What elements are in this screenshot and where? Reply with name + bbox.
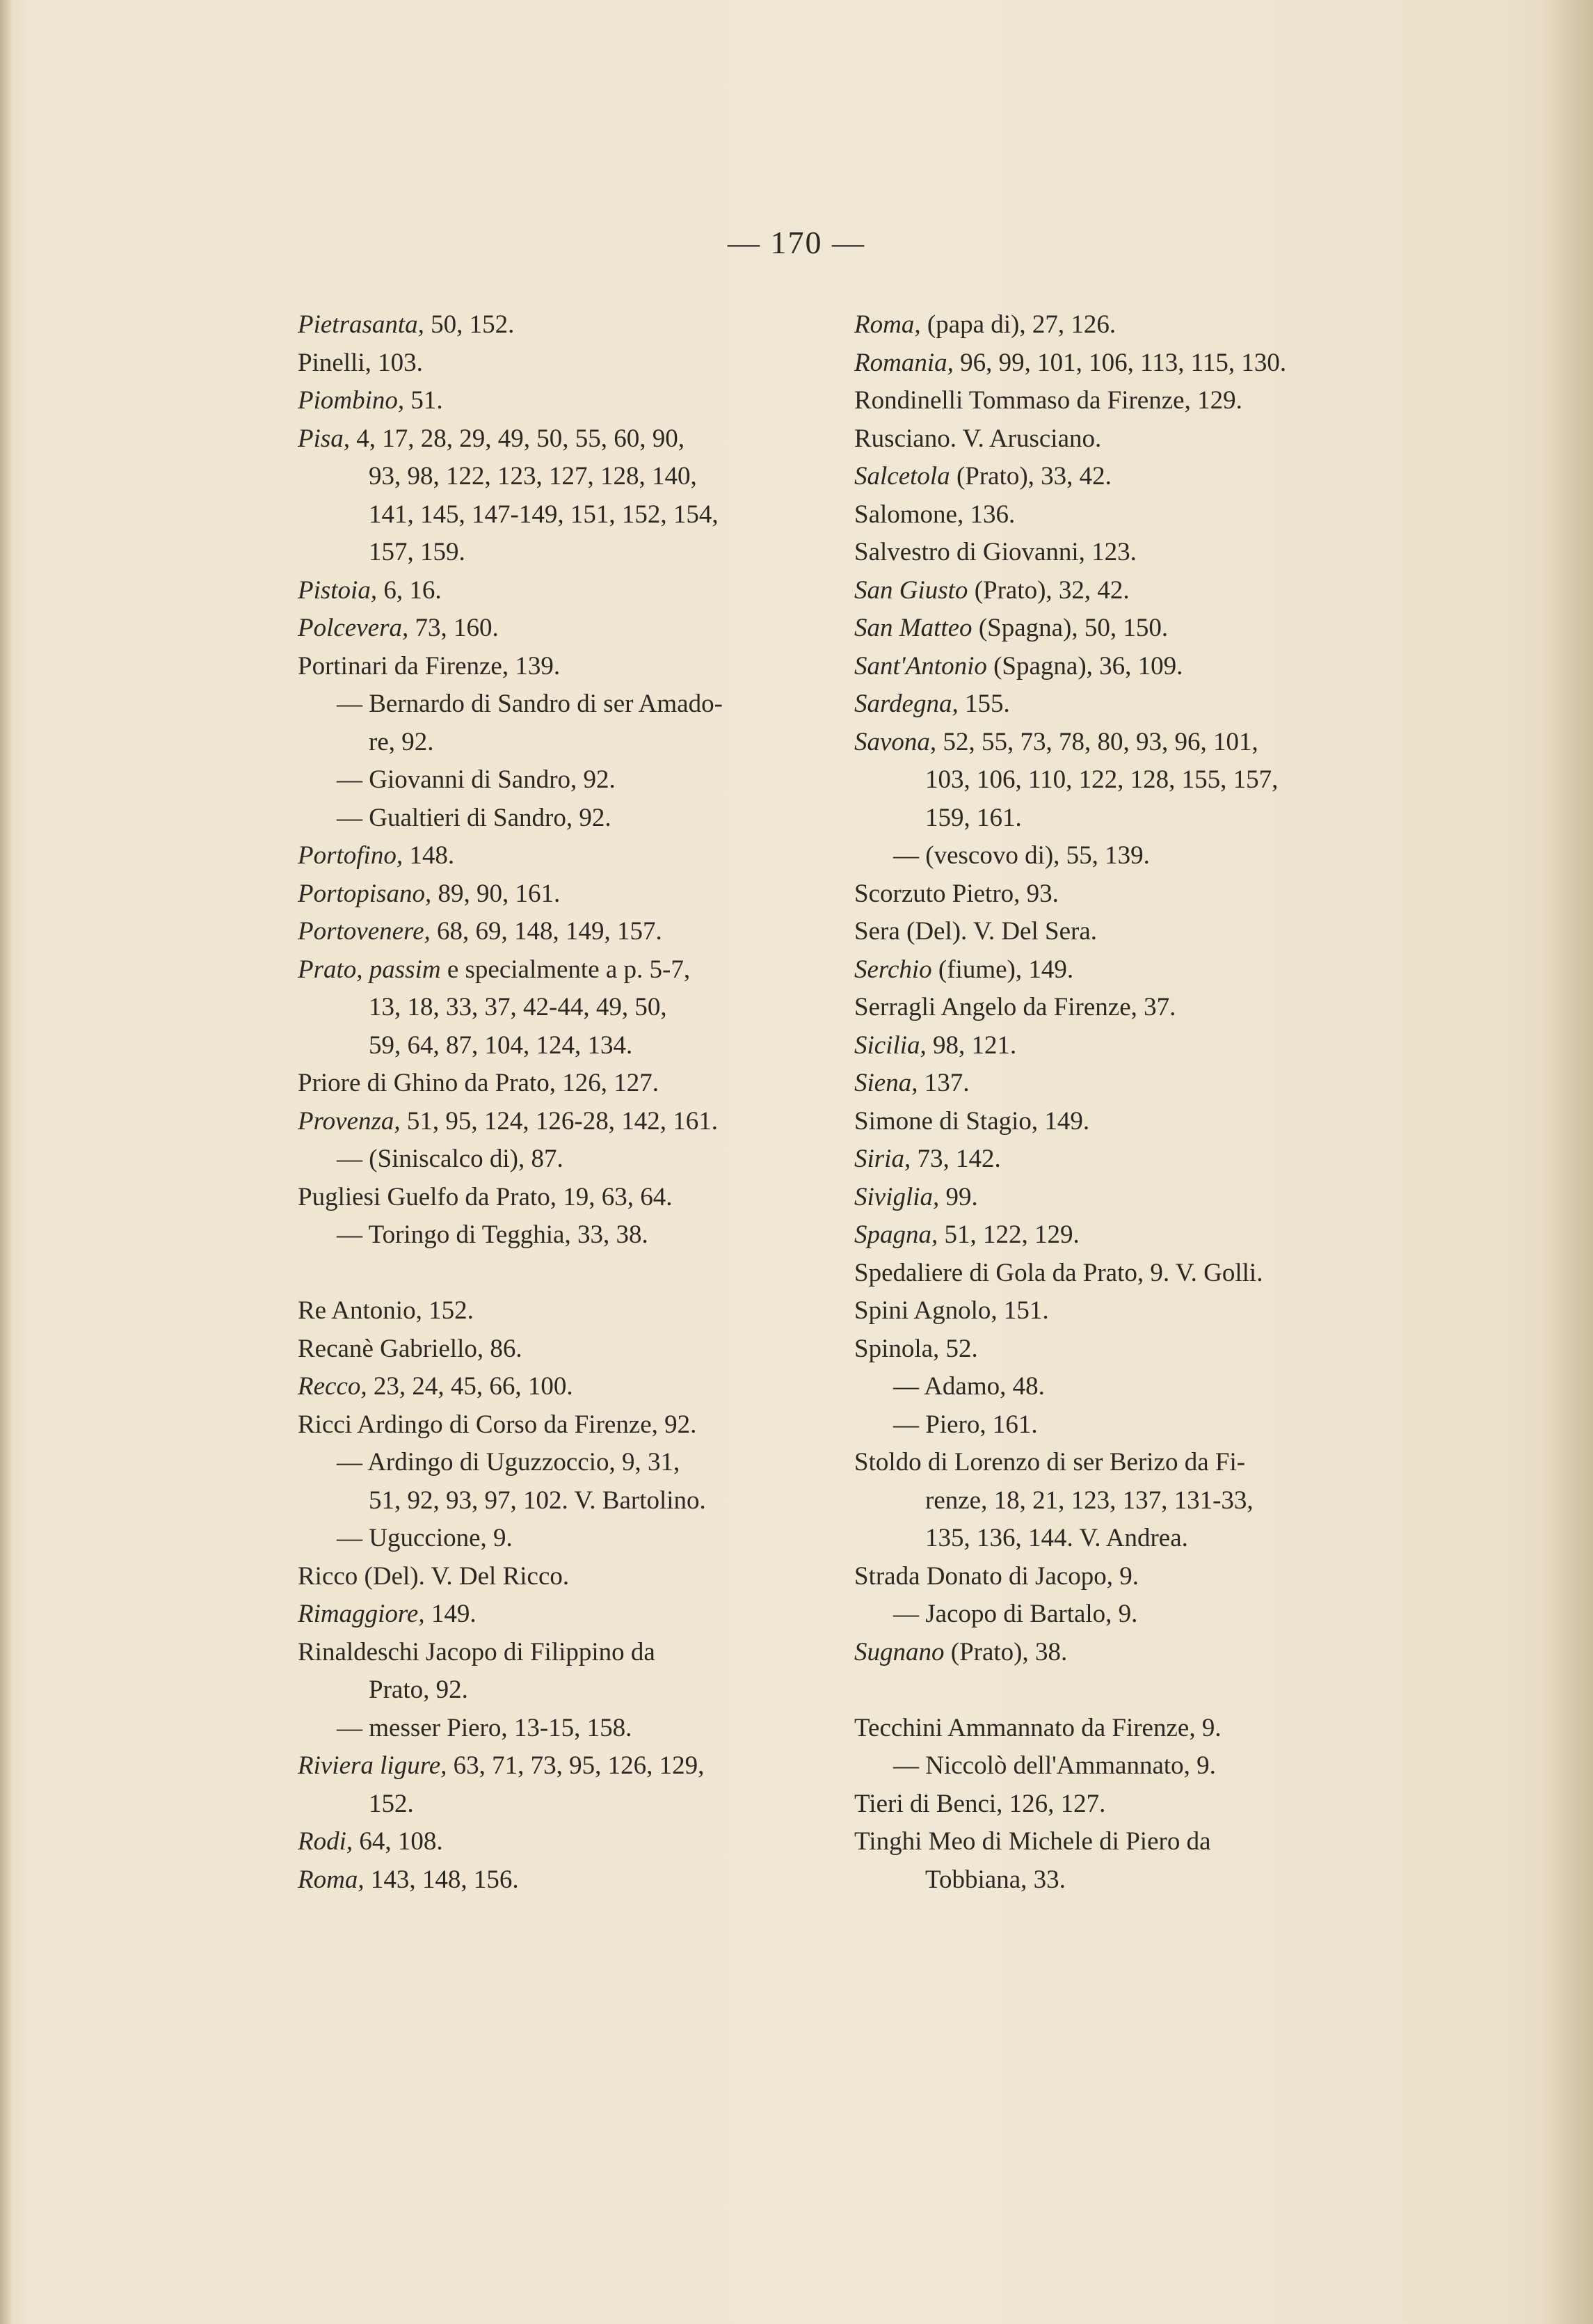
index-entry (854, 685, 1418, 724)
index-entry-text: Tieri di Benci, 126, 127. (854, 1789, 1106, 1818)
index-entry (298, 1065, 861, 1103)
index-entry-italic-term: Serchio (854, 955, 932, 984)
index-entry-text: Salomone, 136. (854, 500, 1016, 529)
index-entry-text: — Giovanni di Sandro, 92. (337, 765, 616, 794)
index-entry (854, 875, 1418, 914)
index-entry-text: 96, 99, 101, 106, 113, 115, 130. (953, 348, 1287, 377)
index-entry (298, 1179, 861, 1217)
index-entry-continuation (298, 1027, 861, 1065)
index-entry (298, 344, 861, 383)
section-gap (298, 1255, 861, 1293)
index-entry (298, 1823, 861, 1861)
index-entry-text: (Prato), 32, 42. (968, 575, 1130, 605)
index-entry-italic-term: Portopisano, (298, 879, 432, 908)
index-entry-text: (Prato), 38. (944, 1637, 1068, 1666)
index-entry-continuation (854, 1482, 1418, 1520)
index-entry-continuation (298, 1785, 861, 1824)
index-entry (298, 1103, 861, 1141)
index-entry-continuation (854, 799, 1418, 838)
index-entry-text: 93, 98, 122, 123, 127, 128, 140, (369, 462, 697, 491)
index-entry-text: 98, 121. (926, 1030, 1017, 1060)
index-entry-text: re, 92. (369, 727, 434, 756)
index-entry-text: (Prato), 33, 42. (950, 462, 1112, 491)
index-entry (854, 1065, 1418, 1103)
index-subentry (298, 1444, 861, 1482)
index-entry-italic-term: Salcetola (854, 462, 950, 491)
index-entry-text: Sera (Del). V. Del Sera. (854, 917, 1098, 946)
index-subentry (298, 799, 861, 838)
index-entry-text: 152. (369, 1789, 414, 1818)
index-entry-text: e specialmente a p. 5-7, (440, 955, 691, 984)
index-entry-text: Spedaliere di Gola da Prato, 9. V. Golli. (854, 1258, 1263, 1287)
index-entry (854, 1710, 1418, 1748)
index-subentry (298, 1140, 861, 1179)
index-entry (854, 724, 1418, 762)
index-entry-italic-term: Rodi, (298, 1827, 353, 1856)
index-entry-text: 52, 55, 73, 78, 80, 93, 96, 101, (936, 727, 1258, 756)
index-entry-text: 73, 142. (911, 1145, 1001, 1173)
index-entry (854, 1785, 1418, 1824)
index-entry-text: 157, 159. (369, 538, 465, 566)
index-entry (298, 420, 861, 459)
index-entry-italic-term: Prato, passim (298, 955, 441, 984)
index-entry (854, 1444, 1418, 1482)
index-entry-italic-term: Riviera ligure, (298, 1751, 447, 1780)
index-entry-text: (papa di), 27, 126. (920, 310, 1116, 339)
index-entry (854, 1140, 1418, 1179)
index-entry-italic-term: Spagna, (854, 1220, 938, 1249)
index-entry-continuation (854, 1520, 1418, 1558)
index-entry-continuation (298, 989, 861, 1027)
index-entry-continuation (298, 724, 861, 762)
index-subentry (854, 837, 1418, 875)
index-entry-text: Re Antonio, 152. (298, 1296, 474, 1325)
index-entry-text: Rusciano. V. Arusciano. (854, 424, 1102, 453)
index-entry (298, 837, 861, 875)
index-entry-text: Rondinelli Tommaso da Firenze, 129. (854, 386, 1242, 415)
index-entry-text: Simone di Stagio, 149. (854, 1106, 1090, 1136)
index-entry (854, 458, 1418, 496)
page-gutter-shadow (0, 0, 13, 2324)
index-entry-text: Tobbiana, 33. (925, 1865, 1066, 1894)
index-entry-italic-term: Portofino, (298, 841, 403, 870)
index-entry (854, 648, 1418, 686)
index-entry (854, 382, 1418, 420)
index-entry-italic-term: Sicilia, (854, 1030, 927, 1060)
index-entry-text: Prato, 92. (369, 1676, 468, 1704)
index-entry-text: 73, 160. (408, 614, 499, 642)
index-entry (854, 1179, 1418, 1217)
index-entry-text: 89, 90, 161. (431, 879, 561, 908)
index-entry-italic-term: Pietrasanta, (298, 310, 424, 339)
index-entry-text: Scorzuto Pietro, 93. (854, 879, 1059, 908)
section-gap (854, 1671, 1418, 1710)
index-entry-text: 68, 69, 148, 149, 157. (430, 917, 662, 946)
index-entry (298, 1861, 861, 1900)
index-entry-italic-term: Siria, (854, 1145, 911, 1173)
index-entry (854, 1292, 1418, 1330)
index-entry (854, 534, 1418, 572)
index-entry-italic-term: San Matteo (854, 614, 972, 642)
index-subentry (854, 1368, 1418, 1406)
index-entry-text: Portinari da Firenze, 139. (298, 651, 561, 681)
index-entry (854, 610, 1418, 648)
index-column-right (854, 306, 1418, 1899)
index-entry-italic-term: Rimaggiore, (298, 1600, 425, 1628)
index-subentry (854, 1406, 1418, 1444)
index-entry (298, 1330, 861, 1369)
index-entry-text: 51, 92, 93, 97, 102. V. Bartolino. (369, 1486, 706, 1515)
index-entry-italic-term: Sant'Antonio (854, 651, 987, 681)
index-entry-italic-term: Roma, (854, 310, 921, 339)
index-entry-text: 148. (403, 841, 455, 870)
index-entry-italic-term: Portovenere, (298, 917, 431, 946)
index-entry (298, 951, 861, 989)
page-number: — 170 — (728, 225, 865, 260)
index-subentry (298, 1520, 861, 1558)
index-entry-continuation (298, 1671, 861, 1710)
index-entry (854, 496, 1418, 534)
index-entry-italic-term: Polcevera, (298, 614, 409, 642)
index-entry-italic-term: Savona, (854, 727, 937, 756)
index-entry-text: renze, 18, 21, 123, 137, 131-33, (925, 1486, 1254, 1515)
index-entry (298, 382, 861, 420)
index-entry-text: 103, 106, 110, 122, 128, 155, 157, (925, 765, 1279, 794)
index-entry-continuation (298, 458, 861, 496)
index-entry-text: 23, 24, 45, 66, 100. (367, 1372, 573, 1401)
index-entry (854, 306, 1418, 344)
index-entry-text: — Adamo, 48. (893, 1372, 1045, 1401)
index-entry (298, 572, 861, 610)
index-entry (854, 1634, 1418, 1672)
index-entry-text: 51. (404, 386, 443, 415)
index-entry (854, 1216, 1418, 1255)
index-subentry (854, 1595, 1418, 1634)
index-entry-continuation (298, 534, 861, 572)
index-entry (854, 1823, 1418, 1861)
index-subentry (298, 685, 861, 724)
index-entry-continuation (298, 496, 861, 534)
index-entry-text: 64, 108. (353, 1827, 443, 1856)
index-entry-italic-term: Roma, (298, 1865, 365, 1894)
index-entry-text: Tinghi Meo di Michele di Piero da (854, 1827, 1211, 1856)
index-entry-continuation (854, 1861, 1418, 1900)
index-subentry (298, 761, 861, 799)
index-entry (298, 1292, 861, 1330)
index-entry-text: 50, 152. (424, 310, 515, 339)
index-entry-text: (Spagna), 36, 109. (986, 651, 1183, 681)
index-entry-text: Stoldo di Lorenzo di ser Berizo da Fi- (854, 1448, 1246, 1477)
index-entry-text: 63, 71, 73, 95, 126, 129, (447, 1751, 705, 1780)
index-entry-text: — Ardingo di Uguzzoccio, 9, 31, (337, 1448, 680, 1477)
index-entry (854, 1103, 1418, 1141)
index-entry-text: 4, 17, 28, 29, 49, 50, 55, 60, 90, (350, 424, 685, 453)
index-entry-text: — Piero, 161. (893, 1410, 1038, 1439)
index-entry-italic-term: Provenza, (298, 1106, 401, 1136)
index-entry-italic-term: Piombino, (298, 386, 405, 415)
index-entry-text: 51, 95, 124, 126-28, 142, 161. (400, 1106, 718, 1136)
index-entry-text: 51, 122, 129. (938, 1220, 1080, 1249)
index-entry-italic-term: Siena, (854, 1069, 918, 1097)
index-entry-text: Strada Donato di Jacopo, 9. (854, 1561, 1139, 1591)
index-entry-text: 159, 161. (925, 803, 1022, 832)
index-entry-text: — Toringo di Tegghia, 33, 38. (337, 1220, 648, 1249)
index-entry-text: 59, 64, 87, 104, 124, 134. (369, 1030, 633, 1060)
index-entry (854, 1027, 1418, 1065)
index-entry-text: 6, 16. (377, 575, 442, 605)
index-entry-text: 143, 148, 156. (364, 1865, 519, 1894)
index-entry (854, 344, 1418, 383)
index-entry-text: Priore di Ghino da Prato, 126, 127. (298, 1069, 659, 1097)
index-entry-italic-term: Recco, (298, 1372, 367, 1401)
index-entry-text: — (Siniscalco di), 87. (337, 1145, 563, 1173)
index-entry-text: — messer Piero, 13-15, 158. (337, 1713, 632, 1742)
index-subentry (854, 1747, 1418, 1785)
index-entry-text: — Uguccione, 9. (337, 1524, 513, 1552)
index-entry (854, 989, 1418, 1027)
index-entry-text: — Jacopo di Bartalo, 9. (893, 1600, 1138, 1628)
index-entry-text: Serragli Angelo da Firenze, 37. (854, 993, 1176, 1021)
index-entry-italic-term: Siviglia, (854, 1182, 940, 1211)
index-entry-italic-term: Sugnano (854, 1637, 945, 1666)
index-entry-text: — Bernardo di Sandro di ser Amado- (337, 690, 723, 718)
index-entry (854, 1558, 1418, 1596)
index-entry (854, 951, 1418, 989)
index-entry (854, 420, 1418, 459)
index-entry (854, 1255, 1418, 1293)
index-entry-text: Tecchini Ammannato da Firenze, 9. (854, 1713, 1222, 1742)
index-subentry (298, 1710, 861, 1748)
index-entry-italic-term: Pistoia, (298, 575, 378, 605)
index-entry-text: — (vescovo di), 55, 139. (893, 841, 1150, 870)
index-entry (298, 610, 861, 648)
index-entry (298, 913, 861, 951)
index-entry-text: Salvestro di Giovanni, 123. (854, 538, 1137, 566)
index-entry-text: 135, 136, 144. V. Andrea. (925, 1524, 1188, 1552)
index-entry-text: Pugliesi Guelfo da Prato, 19, 63, 64. (298, 1182, 673, 1211)
index-entry-text: 137. (918, 1069, 970, 1097)
index-entry (298, 1634, 861, 1672)
index-entry-text: Spini Agnolo, 151. (854, 1296, 1049, 1325)
index-entry-text: Ricci Ardingo di Corso da Firenze, 92. (298, 1410, 697, 1439)
index-entry-text: (Spagna), 50, 150. (972, 614, 1169, 642)
index-entry-italic-term: San Giusto (854, 575, 968, 605)
index-entry-text: 155. (958, 690, 1010, 718)
index-column-left (298, 306, 861, 1899)
index-entry-text: Recanè Gabriello, 86. (298, 1334, 522, 1363)
index-entry (298, 1558, 861, 1596)
index-entry (298, 1595, 861, 1634)
index-entry (854, 913, 1418, 951)
page-edge-shadow (1544, 0, 1593, 2324)
index-entry-text: 149. (424, 1600, 477, 1628)
index-entry (298, 875, 861, 914)
index-entry-text: 13, 18, 33, 37, 42-44, 49, 50, (369, 993, 667, 1021)
index-entry-text: — Gualtieri di Sandro, 92. (337, 803, 611, 832)
index-entry-text: 141, 145, 147-149, 151, 152, 154, (369, 500, 719, 529)
index-entry-italic-term: Sardegna, (854, 690, 959, 718)
index-entry (854, 1330, 1418, 1369)
index-entry-text: — Niccolò dell'Ammannato, 9. (893, 1751, 1216, 1780)
index-entry-text: Rinaldeschi Jacopo di Filippino da (298, 1637, 655, 1666)
index-entry-italic-term: Pisa, (298, 424, 351, 453)
index-entry-text: Spinola, 52. (854, 1334, 978, 1363)
index-entry-continuation (298, 1482, 861, 1520)
index-entry (298, 1368, 861, 1406)
index-entry-text: (fiume), 149. (931, 955, 1074, 984)
index-entry (298, 1747, 861, 1785)
index-entry-text: Ricco (Del). V. Del Ricco. (298, 1561, 570, 1591)
index-entry-italic-term: Romania, (854, 348, 954, 377)
index-entry (854, 572, 1418, 610)
index-entry-text: 99. (939, 1182, 978, 1211)
index-subentry (298, 1216, 861, 1255)
index-entry (298, 306, 861, 344)
index-entry-continuation (854, 761, 1418, 799)
index-entry (298, 648, 861, 686)
index-entry-text: Pinelli, 103. (298, 348, 423, 377)
index-entry (298, 1406, 861, 1444)
